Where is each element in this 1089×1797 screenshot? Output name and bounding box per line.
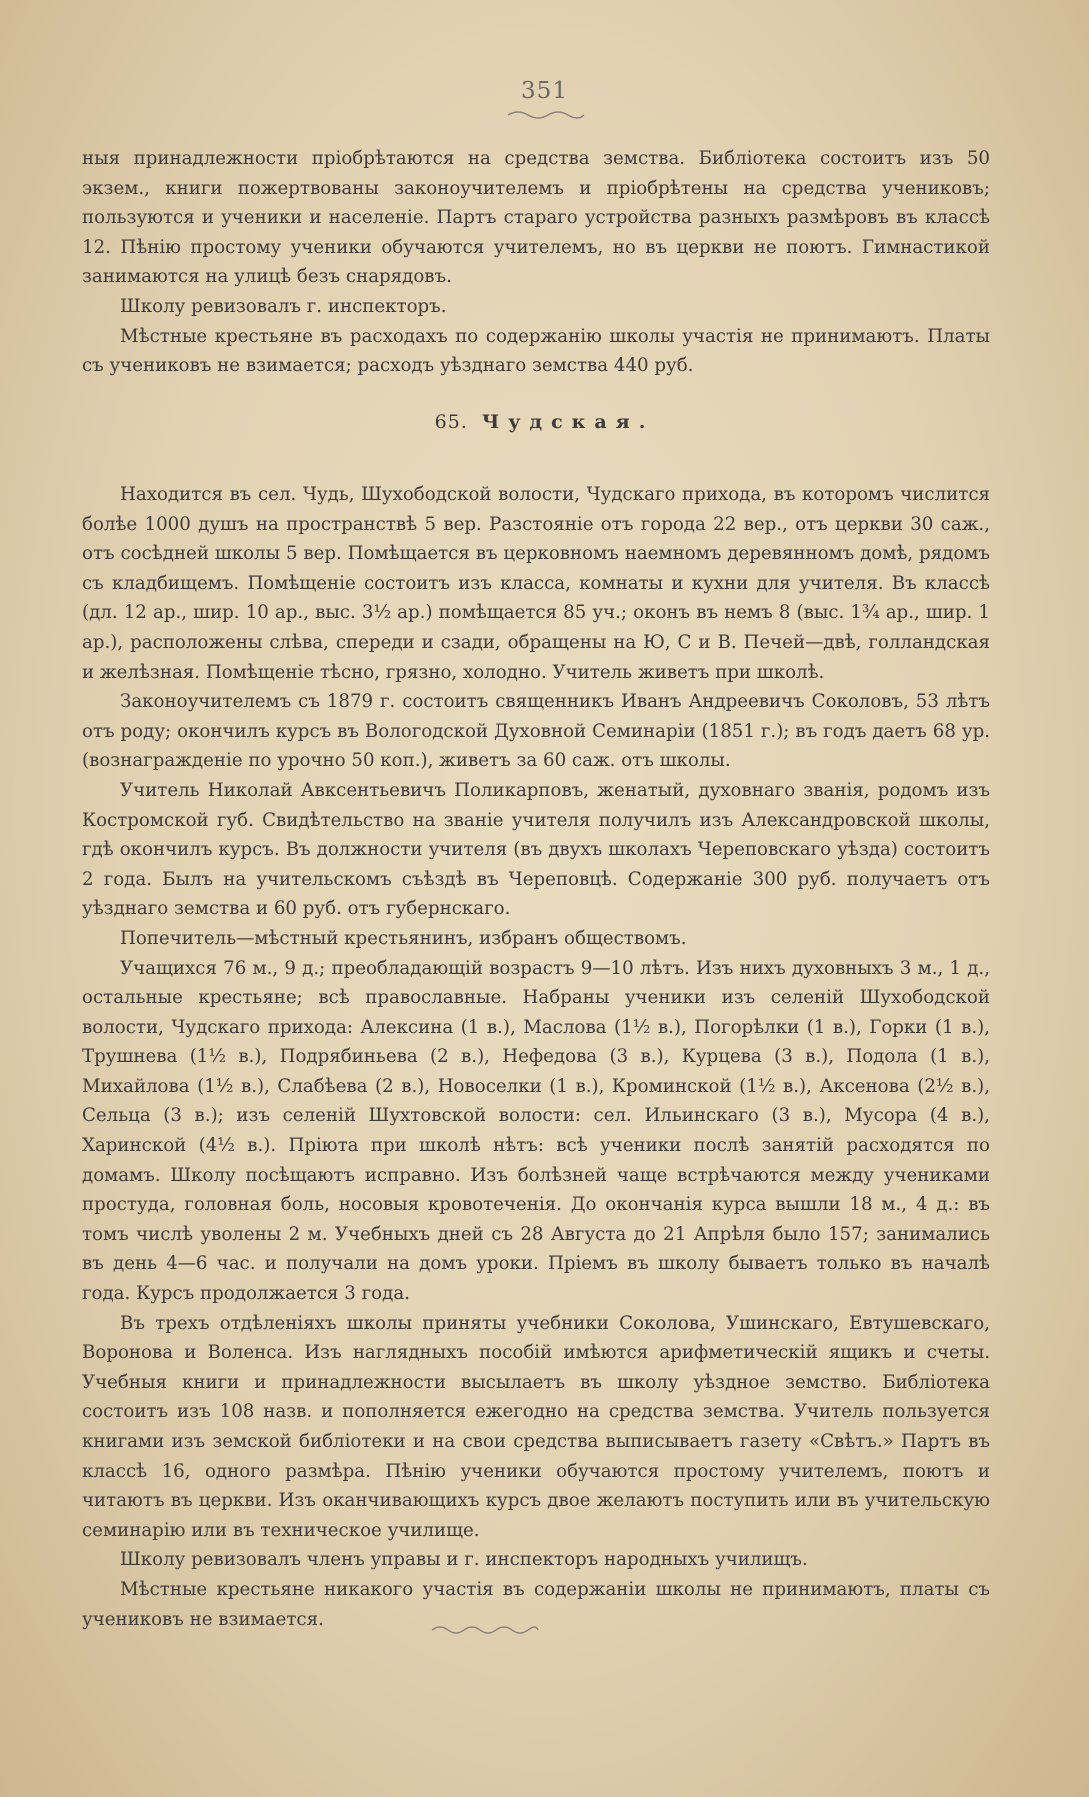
paragraph: Находится въ сел. Чудь, Шухободской волости, Чудскаго прихода, въ которомъ числится болѣе 1000 душъ на пространствѣ 5 вер. Разстояніе отъ города 22 вер., отъ церкви 30 саж., отъ сосѣдней школы 5 вер. Помѣщается въ церковномъ наемномъ деревянномъ домѣ, рядомъ съ кладбищемъ. Помѣщеніе состоитъ изъ класса, комнаты и кухни для учителя. Въ классѣ (дл. 12 ар., шир. 10 ар., выс. 3½ ар.) помѣщается 85 уч.; оконъ въ немъ 8 (выс. 1¾ ар., шир. 1 ар.), расположены слѣва, спереди и сзади, обращены на Ю, С и В. Печей—двѣ, голландская и желѣзная. Помѣщеніе тѣсно, грязно, холодно. Учитель живетъ при школѣ. xyxy=(82,484,990,683)
ornament-divider-top xyxy=(506,108,586,122)
ornament-divider-bottom xyxy=(430,1622,540,1638)
paragraph: Въ трехъ отдѣленіяхъ школы приняты учебники Соколова, Ушинскаго, Евтушевскаго, Воронова и Воленса. Изъ наглядныхъ пособій имѣются арифметическій ящикъ и счеты. Учебныя книги и принадлежности высылаетъ въ школу уѣздное земство. Библіотека состоитъ изъ 108 назв. и пополняется ежегодно на средства земства. Учитель пользуется книгами изъ земской библіотеки и на свои средства выписываетъ газету «Свѣтъ.» Партъ въ классѣ 16, одного размѣра. Пѣнію ученики обучаются простому учителемъ, поютъ и читаютъ въ церкви. Изъ оканчивающихъ курсъ двое желаютъ поступить или въ учительскую семинарію или въ техническое училище. xyxy=(82,1312,990,1541)
paragraph: Мѣстные крестьяне никакого участія въ содержаніи школы не принимаютъ, платы съ учениковъ не взимается. xyxy=(82,1578,990,1630)
section-body xyxy=(82,480,990,1634)
paragraph: Учащихся 76 м., 9 д.; преобладающій возрастъ 9—10 лѣтъ. Изъ нихъ духовныхъ 3 м., 1 д., остальные крестьяне; всѣ православные. Набраны ученики изъ селеній Шухободской волости, Чудскаго прихода: Алексина (1 в.), Маслова (1½ в.), Погорѣлки (1 в.), Горки (1 в.), Трушнева (1½ в.), Подрябиньева (2 в.), Нефедова (3 в.), Курцева (3 в.), Подола (1 в.), Михайлова (1½ в.), Слабѣева (2 в.), Новоселки (1 в.), Кроминской (1½ в.), Аксенова (2½ в.), Сельца (3 в.); изъ селеній Шухтовской волости: сел. Ильинскаго (3 в.), Мусора (4 в.), Харинской (4½ в.). Пріюта при школѣ нѣтъ: всѣ ученики послѣ занятій расходятся по домамъ. Школу посѣщаютъ исправно. Изъ болѣзней чаще встрѣчаются между учениками простуда, головная боль, носовыя кровотеченія. До окончанія курса вышли 18 м., 4 д.: въ томъ числѣ уволены 2 м. Учебныхъ дней съ 28 Августа до 21 Апрѣля было 157; занимались въ день 4—6 час. и получали на домъ уроки. Пріемъ въ школу бываетъ только въ началѣ года. Курсъ продолжается 3 года. xyxy=(82,957,990,1305)
section-number: 65. xyxy=(434,411,468,433)
section-title: Чудская. xyxy=(481,411,655,433)
paragraph: Попечитель—мѣстный крестьянинъ, избранъ обществомъ. xyxy=(120,927,687,949)
page-number: 351 xyxy=(521,78,568,104)
paragraph: Школу ревизовалъ членъ управы и г. инспекторъ народныхъ училищъ. xyxy=(120,1549,808,1571)
paragraph: Мѣстные крестьяне въ расходахъ по содержанію школы участія не принимаютъ. Платы съ учениковъ не взимается; расходъ уѣзднаго земства 440 руб. xyxy=(82,325,990,377)
paragraph: Учитель Николай Авксентьевичъ Поликарповъ, женатый, духовнаго званія, родомъ изъ Костромской губ. Свидѣтельство на званіе учителя получилъ изъ Александровской школы, гдѣ окончилъ курсъ. Въ должности учителя (въ двухъ школахъ Череповскаго уѣзда) состоитъ 2 года. Былъ на учительскомъ съѣздѣ въ Череповцѣ. Содержаніе 300 руб. получаетъ отъ уѣзднаго земства и 60 руб. отъ губернскаго. xyxy=(82,779,990,920)
section-heading xyxy=(0,411,1089,433)
paragraph: Школу ревизовалъ г. инспекторъ. xyxy=(120,295,447,317)
paragraph: ныя принадлежности пріобрѣтаются на средства земства. Библіотека состоитъ изъ 50 экзем., книги пожертвованы законоучителемъ и пріобрѣтены на средства учениковъ; пользуются и ученики и населеніе. Партъ стараго устройства разныхъ размѣровъ въ классѣ 12. Пѣнію простому ученики обучаются учителемъ, но въ церкви не поютъ. Гимнастикой занимаются на улицѣ безъ снарядовъ. xyxy=(82,148,990,288)
paragraph: Законоучителемъ съ 1879 г. состоитъ священникъ Иванъ Андреевичъ Соколовъ, 53 лѣтъ отъ роду; окончилъ курсъ въ Вологодской Духовной Семинаріи (1851 г.); въ годъ даетъ 68 ур. (вознагражденіе по урочно 50 коп.), живетъ за 60 саж. отъ школы. xyxy=(82,691,990,772)
previous-section-text xyxy=(82,144,990,381)
